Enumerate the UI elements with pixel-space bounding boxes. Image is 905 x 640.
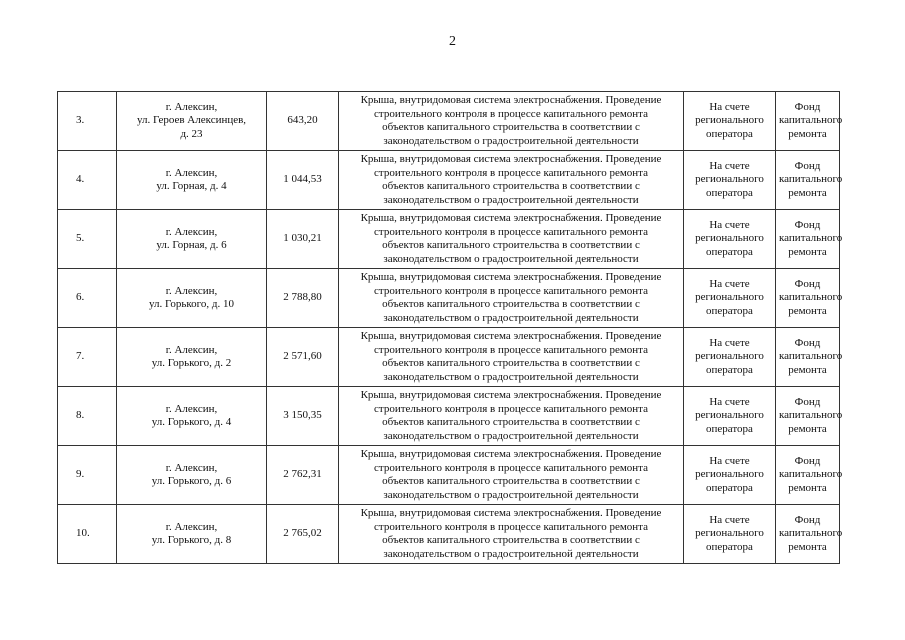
account-line: оператора xyxy=(706,481,753,494)
address-street: ул. Горького, д. 6 xyxy=(151,475,232,487)
fund-cell xyxy=(776,210,843,269)
fund-line: капитального xyxy=(779,114,843,127)
address-street: ул. Горького, д. 8 xyxy=(151,534,232,546)
row-number: 10. xyxy=(76,527,90,540)
account-line: оператора xyxy=(706,304,753,317)
table-row xyxy=(58,328,840,387)
fund-cell xyxy=(776,505,843,564)
work-line: законодательством о градостроительной деятельности xyxy=(383,134,639,147)
fund-line: капитального xyxy=(779,468,843,481)
area-cell xyxy=(267,92,339,151)
table-row xyxy=(58,505,840,564)
account-line: На счете xyxy=(709,277,750,290)
work-line: Крыша, внутридомовая система электроснабжения. Проведение xyxy=(360,389,662,401)
account-cell xyxy=(684,151,776,210)
table-body xyxy=(58,92,843,564)
work-description-cell xyxy=(339,328,684,387)
fund-line: капитального xyxy=(779,409,843,422)
work-line: строительного контроля в процессе капитального ремонта xyxy=(374,284,648,297)
row-number-cell xyxy=(58,210,117,269)
page-number: 2 xyxy=(449,34,456,49)
work-line: объектов капитального строительства в соответствии с xyxy=(382,416,640,428)
row-number-cell xyxy=(58,446,117,505)
work-line: законодательством о градостроительной деятельности xyxy=(383,488,639,501)
work-description-cell xyxy=(339,151,684,210)
account-line: регионального xyxy=(695,409,764,422)
work-line: объектов капитального строительства в соответствии с xyxy=(382,180,640,192)
table-row xyxy=(58,446,840,505)
work-line: объектов капитального строительства в соответствии с xyxy=(382,298,640,310)
fund-line: Фонд xyxy=(794,218,821,231)
work-description-cell xyxy=(339,505,684,564)
area-value: 2 571,60 xyxy=(283,350,322,363)
account-line: оператора xyxy=(706,127,753,140)
area-cell xyxy=(267,328,339,387)
account-line: На счете xyxy=(709,454,750,467)
address-cell xyxy=(117,151,267,210)
fund-cell xyxy=(776,92,843,151)
address-street: ул. Горная, д. 4 xyxy=(156,180,227,192)
area-cell xyxy=(267,269,339,328)
fund-line: Фонд xyxy=(794,395,821,408)
address-city: г. Алексин, xyxy=(165,520,218,533)
fund-line: ремонта xyxy=(788,422,827,435)
account-cell xyxy=(684,505,776,564)
work-line: Крыша, внутридомовая система электроснабжения. Проведение xyxy=(360,212,662,224)
account-line: оператора xyxy=(706,540,753,553)
work-line: законодательством о градостроительной деятельности xyxy=(383,547,639,560)
address-city: г. Алексин, xyxy=(165,225,218,238)
account-line: регионального xyxy=(695,527,764,540)
area-cell xyxy=(267,151,339,210)
address-street: ул. Горная, д. 6 xyxy=(156,239,227,251)
work-line: Крыша, внутридомовая система электроснабжения. Проведение xyxy=(360,507,662,519)
address-cell xyxy=(117,505,267,564)
fund-line: капитального xyxy=(779,527,843,540)
area-value: 2 788,80 xyxy=(283,291,322,304)
table-row xyxy=(58,92,840,151)
account-line: регионального xyxy=(695,350,764,363)
account-line: регионального xyxy=(695,173,764,186)
address-cell xyxy=(117,446,267,505)
fund-line: капитального xyxy=(779,291,843,304)
area-value: 1 044,53 xyxy=(283,173,322,186)
work-line: Крыша, внутридомовая система электроснабжения. Проведение xyxy=(360,94,662,106)
work-line: объектов капитального строительства в соответствии с xyxy=(382,534,640,546)
fund-line: капитального xyxy=(779,173,843,186)
row-number-cell xyxy=(58,505,117,564)
fund-line: капитального xyxy=(779,350,843,363)
account-line: регионального xyxy=(695,291,764,304)
area-value: 1 030,21 xyxy=(283,232,322,245)
fund-line: ремонта xyxy=(788,540,827,553)
work-line: строительного контроля в процессе капитального ремонта xyxy=(374,166,648,179)
account-cell xyxy=(684,92,776,151)
address-cell xyxy=(117,210,267,269)
row-number-cell xyxy=(58,387,117,446)
account-cell xyxy=(684,210,776,269)
work-line: строительного контроля в процессе капитального ремонта xyxy=(374,343,648,356)
fund-line: Фонд xyxy=(794,336,821,349)
work-line: объектов капитального строительства в соответствии с xyxy=(382,357,640,369)
fund-cell xyxy=(776,269,843,328)
account-cell xyxy=(684,328,776,387)
account-line: На счете xyxy=(709,159,750,172)
address-city: г. Алексин, xyxy=(165,402,218,415)
fund-line: Фонд xyxy=(794,100,821,113)
area-cell xyxy=(267,210,339,269)
row-number: 3. xyxy=(76,114,85,127)
address-street: ул. Горького, д. 4 xyxy=(151,416,232,428)
account-line: оператора xyxy=(706,422,753,435)
fund-line: ремонта xyxy=(788,363,827,376)
address-cell xyxy=(117,92,267,151)
row-number-cell xyxy=(58,269,117,328)
work-line: объектов капитального строительства в соответствии с xyxy=(382,121,640,133)
address-cell xyxy=(117,269,267,328)
fund-cell xyxy=(776,387,843,446)
address-street: ул. Горького, д. 2 xyxy=(151,357,232,369)
fund-line: ремонта xyxy=(788,481,827,494)
area-cell xyxy=(267,446,339,505)
account-line: На счете xyxy=(709,513,750,526)
area-cell xyxy=(267,505,339,564)
work-line: законодательством о градостроительной деятельности xyxy=(383,252,639,265)
address-street: ул. Горького, д. 10 xyxy=(148,298,235,310)
work-line: строительного контроля в процессе капитального ремонта xyxy=(374,461,648,474)
address-house: д. 23 xyxy=(180,127,203,140)
fund-line: ремонта xyxy=(788,127,827,140)
work-line: объектов капитального строительства в соответствии с xyxy=(382,239,640,251)
account-line: оператора xyxy=(706,186,753,199)
work-line: Крыша, внутридомовая система электроснабжения. Проведение xyxy=(360,448,662,460)
fund-line: ремонта xyxy=(788,245,827,258)
table-row xyxy=(58,151,840,210)
fund-cell xyxy=(776,151,843,210)
account-cell xyxy=(684,387,776,446)
row-number: 9. xyxy=(76,468,85,481)
fund-line: Фонд xyxy=(794,277,821,290)
work-line: строительного контроля в процессе капитального ремонта xyxy=(374,107,648,120)
fund-line: ремонта xyxy=(788,186,827,199)
area-value: 2 765,02 xyxy=(283,527,322,540)
address-city: г. Алексин, xyxy=(165,343,218,356)
fund-line: ремонта xyxy=(788,304,827,317)
row-number-cell xyxy=(58,151,117,210)
work-line: Крыша, внутридомовая система электроснабжения. Проведение xyxy=(360,153,662,165)
row-number: 5. xyxy=(76,232,85,245)
work-line: законодательством о градостроительной деятельности xyxy=(383,193,639,206)
area-cell xyxy=(267,387,339,446)
account-line: регионального xyxy=(695,232,764,245)
work-line: строительного контроля в процессе капитального ремонта xyxy=(374,520,648,533)
address-street: ул. Героев Алексинцев, xyxy=(136,114,247,127)
work-description-cell xyxy=(339,92,684,151)
area-value: 2 762,31 xyxy=(283,468,322,481)
work-line: строительного контроля в процессе капитального ремонта xyxy=(374,402,648,415)
work-description-cell xyxy=(339,269,684,328)
account-line: На счете xyxy=(709,218,750,231)
table-row xyxy=(58,387,840,446)
account-line: На счете xyxy=(709,100,750,113)
work-description-cell xyxy=(339,210,684,269)
table-row xyxy=(58,269,840,328)
address-cell xyxy=(117,387,267,446)
address-city: г. Алексин, xyxy=(165,166,218,179)
work-line: законодательством о градостроительной деятельности xyxy=(383,311,639,324)
fund-line: капитального xyxy=(779,232,843,245)
area-value: 3 150,35 xyxy=(283,409,322,422)
account-cell xyxy=(684,446,776,505)
work-description-cell xyxy=(339,387,684,446)
row-number: 6. xyxy=(76,291,85,304)
account-line: На счете xyxy=(709,336,750,349)
account-cell xyxy=(684,269,776,328)
work-line: Крыша, внутридомовая система электроснабжения. Проведение xyxy=(360,271,662,283)
address-cell xyxy=(117,328,267,387)
account-line: оператора xyxy=(706,363,753,376)
row-number: 8. xyxy=(76,409,85,422)
fund-cell xyxy=(776,328,843,387)
area-value: 643,20 xyxy=(287,114,318,127)
row-number: 4. xyxy=(76,173,85,186)
row-number: 7. xyxy=(76,350,85,363)
fund-line: Фонд xyxy=(794,159,821,172)
row-number-cell xyxy=(58,328,117,387)
work-line: Крыша, внутридомовая система электроснабжения. Проведение xyxy=(360,330,662,342)
table-row xyxy=(58,210,840,269)
work-line: законодательством о градостроительной деятельности xyxy=(383,429,639,442)
fund-line: Фонд xyxy=(794,513,821,526)
address-city: г. Алексин, xyxy=(165,284,218,297)
work-description-cell xyxy=(339,446,684,505)
account-line: регионального xyxy=(695,468,764,481)
account-line: На счете xyxy=(709,395,750,408)
address-city: г. Алексин, xyxy=(165,461,218,474)
account-line: оператора xyxy=(706,245,753,258)
fund-line: Фонд xyxy=(794,454,821,467)
fund-cell xyxy=(776,446,843,505)
row-number-cell xyxy=(58,92,117,151)
work-line: законодательством о градостроительной деятельности xyxy=(383,370,639,383)
address-city: г. Алексин, xyxy=(165,100,218,113)
work-line: объектов капитального строительства в соответствии с xyxy=(382,475,640,487)
repair-table xyxy=(57,91,843,564)
work-line: строительного контроля в процессе капитального ремонта xyxy=(374,225,648,238)
account-line: регионального xyxy=(695,114,764,127)
